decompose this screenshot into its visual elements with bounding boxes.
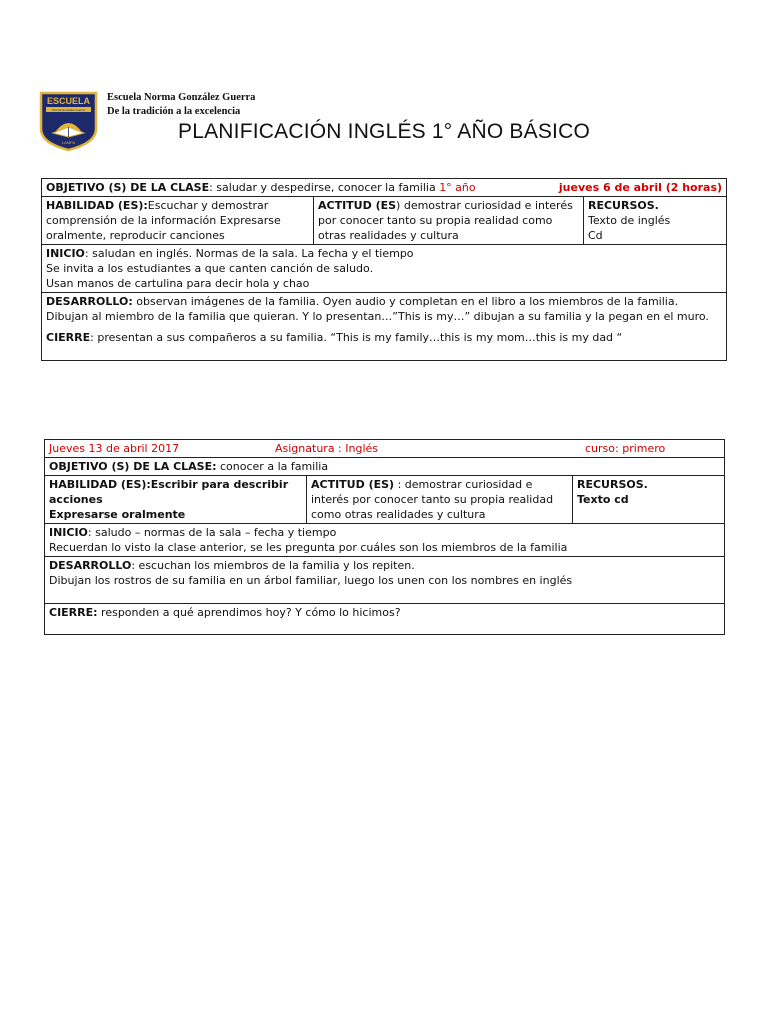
start-text: : saludan en inglés. Normas de la sala. La fecha y el tiempo <box>84 247 414 260</box>
start-label: INICIO <box>49 526 88 539</box>
attitudes-cell <box>307 476 573 524</box>
objective-grade: 1° año <box>439 181 476 194</box>
school-motto: De la tradición a la excelencia <box>107 106 241 117</box>
skills-row <box>45 476 725 524</box>
development-row <box>45 557 725 604</box>
subject: Asignatura : Inglés <box>275 442 379 455</box>
resources-cell <box>573 476 725 524</box>
development-row <box>42 293 727 361</box>
objective-row <box>42 179 727 197</box>
start-line-3: Usan manos de cartulina para decir hola y chao <box>46 277 310 290</box>
logo-ribbon-text: Norma Gonzalez Guerra <box>52 108 85 112</box>
development-label: DESARROLLO: <box>46 295 133 308</box>
resources-text: Texto cd <box>577 493 629 506</box>
skills-row <box>42 197 727 245</box>
attitudes-label: ACTITUD (ES) <box>311 478 395 491</box>
objective-text: conocer a la familia <box>216 460 329 473</box>
lesson-plan-1 <box>41 178 727 361</box>
closing-text: : presentan a sus compañeros a su familia. “This is my family…this is my mom…this is my dad “ <box>90 331 623 344</box>
page-title: PLANIFICACIÓN INGLÉS 1° AÑO BÁSICO <box>178 120 590 143</box>
development-text: : escuchan los miembros de la familia y los repiten. <box>131 559 415 572</box>
school-name: Escuela Norma González Guerra <box>107 92 256 103</box>
skills-cell <box>42 197 314 245</box>
skills-text: Escuchar y demostrar comprensión de la información Expresarse oralmente, reproducir canciones <box>46 199 281 242</box>
start-label: INICIO <box>46 247 85 260</box>
start-text: : saludo – normas de la sala – fecha y tiempo <box>87 526 337 539</box>
attitudes-label: ACTITUD (ES <box>318 199 397 212</box>
objective-label: OBJETIVO (S) DE LA CLASE <box>46 181 210 194</box>
attitudes-cell <box>314 197 584 245</box>
logo-banner-text: ESCUELA <box>46 96 91 106</box>
lesson-date: jueves 6 de abril (2 horas) <box>558 181 723 194</box>
attitudes-text: ) demostrar curiosidad e interés por conocer tanto su propia realidad como otras realidades y cultura <box>318 199 573 242</box>
closing-text: responden a qué aprendimos hoy? Y cómo lo hicimos? <box>97 606 401 619</box>
resources-item-text: Texto de inglés <box>588 214 671 227</box>
closing-label: CIERRE: <box>49 606 98 619</box>
resources-item-cd: Cd <box>588 229 603 242</box>
development-label: DESARROLLO <box>49 559 132 572</box>
skills-label: HABILIDAD (ES): <box>46 199 148 212</box>
objective <box>46 180 476 195</box>
resources-cell <box>584 197 727 245</box>
start-row <box>45 524 725 557</box>
objective-label: OBJETIVO (S) DE LA CLASE: <box>49 460 217 473</box>
lesson-date: Jueves 13 de abril 2017 <box>49 442 180 455</box>
logo-footer-text: LAMPA <box>61 140 76 145</box>
header-row <box>45 440 725 458</box>
closing-label: CIERRE <box>46 331 91 344</box>
school-heading <box>107 91 255 119</box>
objective-text: : saludar y despedirse, conocer la familia <box>209 181 440 194</box>
resources-label: RECURSOS. <box>577 478 648 491</box>
attitudes-text: : demostrar curiosidad e interés por conocer tanto su propia realidad como otras realidades y cultura <box>311 478 554 521</box>
start-line-2: Recuerdan lo visto la clase anterior, se les pregunta por cuáles son los miembros de la familia <box>49 541 568 554</box>
lesson-plan-2 <box>44 439 725 635</box>
objective-row <box>45 458 725 476</box>
development-line-2: Dibujan los rostros de su familia en un árbol familiar, luego los unen con los nombres en inglés <box>49 574 573 587</box>
start-row <box>42 245 727 293</box>
resources-label: RECURSOS. <box>588 199 659 212</box>
skills-label: HABILIDAD (ES): <box>49 478 151 491</box>
skills-line-2: Expresarse oralmente <box>49 508 186 521</box>
development-text: observan imágenes de la familia. Oyen audio y completan en el libro a los miembros de la familia. Dibujan al miembro de la familia que quieran. Y lo presentan…”This is my…” dibujan a su familia y la pegan en el muro. <box>46 295 709 323</box>
skills-cell <box>45 476 307 524</box>
start-line-2: Se invita a los estudiantes a que canten canción de saludo. <box>46 262 374 275</box>
skills-text: Escribir para describir acciones <box>49 478 289 506</box>
closing-row <box>45 604 725 635</box>
course: curso: primero <box>585 442 666 455</box>
